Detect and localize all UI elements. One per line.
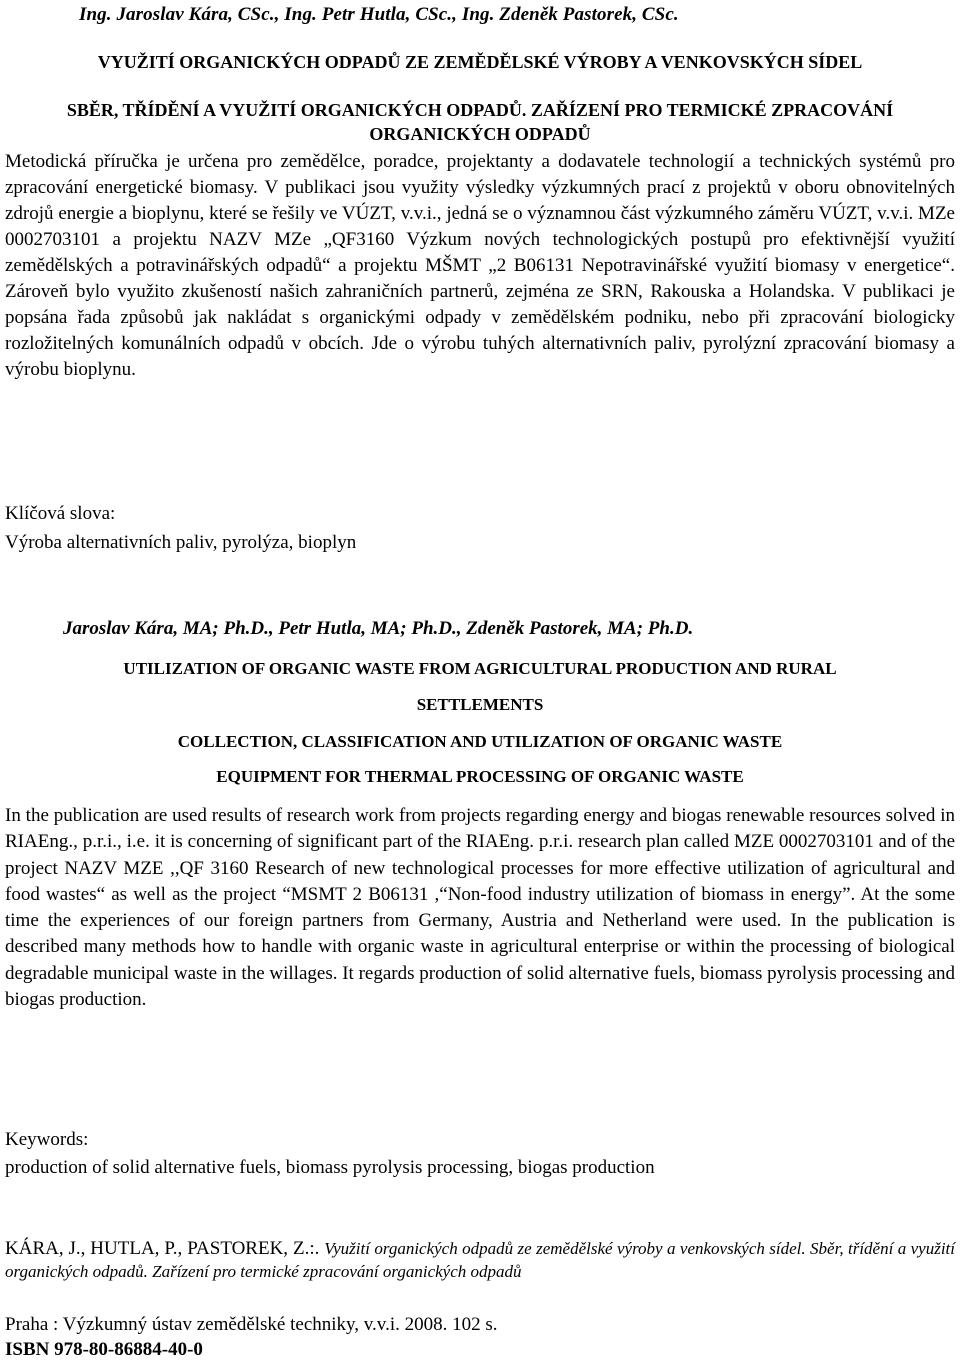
citation-publisher: Praha : Výzkumný ústav zemědělské techniky, v.v.i. 2008. 102 s. — [5, 1314, 498, 1335]
czech-keywords-label: Klíčová slova: — [5, 503, 116, 524]
citation-isbn: ISBN 978-80-86884-40-0 — [5, 1339, 203, 1360]
czech-title: VYUŽITÍ ORGANICKÝCH ODPADŮ ZE ZEMĚDĚLSKÉ VÝROBY A VENKOVSKÝCH SÍDEL — [97, 52, 863, 72]
czech-subtitle: SBĚR, TŘÍDĚNÍ A VYUŽITÍ ORGANICKÝCH ODPADŮ. ZAŘÍZENÍ PRO TERMICKÉ ZPRACOVÁNÍ ORGANICKÝCH ODPADŮ — [66, 100, 894, 144]
czech-authors: Ing. Jaroslav Kára, CSc., Ing. Petr Hutla, CSc., Ing. Zdeněk Pastorek, CSc. — [79, 4, 679, 25]
english-abstract: In the publication are used results of research work from projects regarding energy and biogas renewable resources solved in RIAEng., p.r.i., i.e. it is concerning of significant part of the RIAEng. p.r.i. research plan called MZE 0002703101 and of the project NAZV MZE ,,QF 3160 Research of new technological processes for more effective utilization of agricultural and food wastes“ as well as the project “MSMT 2 B06131 ,“Non-food industry utilization of biomass in energy”. At the some time the experiences of our foreign partners from Germany, Austria and Netherland were used. In the publication is described many methods how to handle with organic waste in agricultural enterprise or within the processing of biological degradable municipal waste in the willages. It regards production of solid alternative fuels, biomass pyrolysis processing and biogas production. — [5, 805, 955, 1011]
english-keywords: production of solid alternative fuels, biomass pyrolysis processing, biogas production — [5, 1157, 655, 1178]
bibliographic-citation — [5, 1237, 955, 1283]
english-subtitle-line-2: EQUIPMENT FOR THERMAL PROCESSING OF ORGANIC WASTE — [216, 767, 744, 786]
english-title-line-1: UTILIZATION OF ORGANIC WASTE FROM AGRICULTURAL PRODUCTION AND RURAL — [123, 659, 837, 678]
czech-keywords: Výroba alternativních paliv, pyrolýza, bioplyn — [5, 532, 357, 553]
english-keywords-label: Keywords: — [5, 1129, 89, 1150]
english-subtitle-line-1: COLLECTION, CLASSIFICATION AND UTILIZATION OF ORGANIC WASTE — [177, 732, 783, 751]
english-title-line-2: SETTLEMENTS — [416, 695, 544, 714]
citation-authors: KÁRA, J., HUTLA, P., PASTOREK, Z.:. — [5, 1238, 325, 1259]
english-authors: Jaroslav Kára, MA; Ph.D., Petr Hutla, MA; Ph.D., Zdeněk Pastorek, MA; Ph.D. — [63, 618, 694, 639]
citation-title: Využití organických odpadů ze zemědělské výroby a venkovských sídel. Sběr, třídění a využití organických odpadů. Zařízení pro termické zpracování organických odpadů — [5, 1239, 956, 1281]
czech-abstract: Metodická příručka je určena pro zemědělce, poradce, projektanty a dodavatele technologií a technických systémů pro zpracování energetické biomasy. V publikaci jsou využity výsledky výzkumných prací z projektů v oboru obnovitelných zdrojů energie a bioplynu, které se řešily ve VÚZT, v.v.i., jedná se o významnou část výzkumného záměru VÚZT, v.v.i. MZe 0002703101 a projektu NAZV MZe „QF3160 Výzkum nových technologických postupů pro efektivnější využití zemědělských a potravinářských odpadů“ a projektu MŠMT „2 B06131 Nepotravinářské využití biomasy v energetice“. Zároveň bylo využito zkušeností našich zahraničních partnerů, zejména ze SRN, Rakouska a Holandska. V publikaci je popsána řada způsobů jak nakládat s organickými odpady v zemědělském podniku, nebo při zpracování biologicky rozložitelných komunálních odpadů v obcích. Jde o výrobu tuhých alternativních paliv, pyrolýzní zpracování biomasy a výrobu bioplynu. — [5, 151, 955, 380]
